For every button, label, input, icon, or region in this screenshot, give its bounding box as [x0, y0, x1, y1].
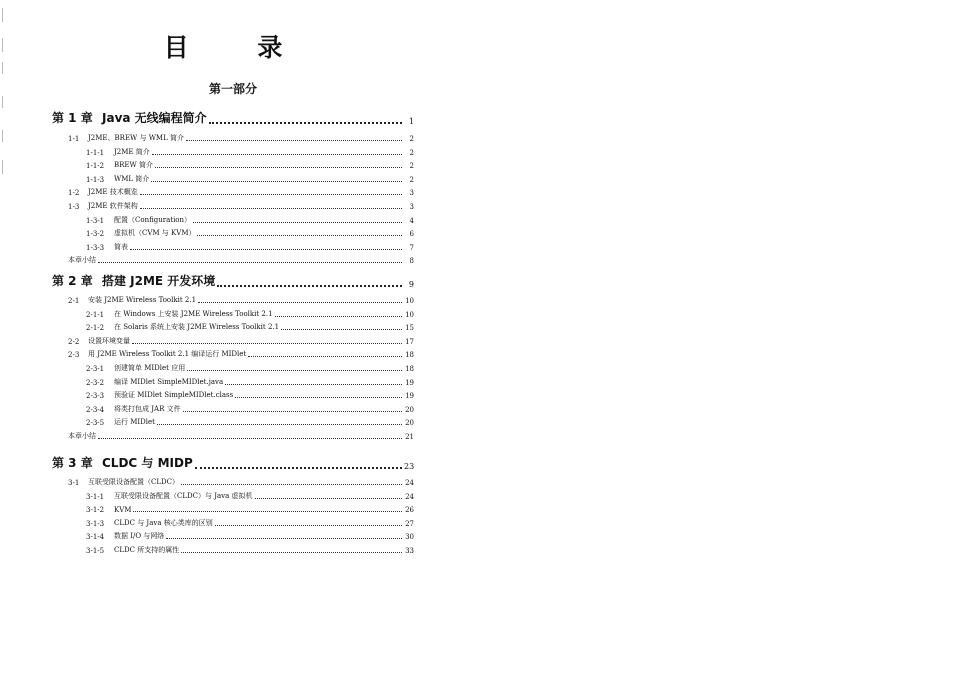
dot-leader [225, 384, 402, 385]
page-number: 1 [408, 117, 414, 126]
page-number: 18 [405, 351, 414, 360]
dot-leader [215, 525, 402, 526]
page-number: 20 [405, 419, 414, 428]
dot-leader [197, 235, 402, 236]
page-number: 27 [405, 519, 414, 528]
section-entry[interactable] [86, 545, 414, 555]
scan-margin-mark [2, 96, 3, 108]
section-number: 1-3-3 [86, 243, 105, 252]
dot-leader [255, 498, 402, 499]
section-title: BREW 简介 [114, 161, 153, 170]
page-number: 26 [405, 506, 414, 515]
section-entry[interactable] [86, 363, 414, 373]
section-number: 2-3-2 [86, 378, 105, 387]
dot-leader [140, 208, 402, 209]
section-title: 虚拟机（CVM 与 KVM） [114, 229, 196, 238]
section-title: J2ME 技术概览 [88, 188, 138, 197]
section-entry[interactable] [86, 174, 414, 184]
section-entry[interactable] [86, 417, 414, 427]
section-entry[interactable] [86, 160, 414, 170]
chapter-number: 第 1 章 [52, 111, 93, 125]
section-title: 本章小结 [68, 256, 96, 265]
dot-leader [187, 370, 402, 371]
page-number: 19 [405, 392, 414, 401]
dot-leader [152, 154, 402, 155]
section-entry[interactable] [86, 242, 414, 252]
page-number: 24 [405, 492, 414, 501]
section-number: 3-1-2 [86, 506, 105, 515]
page-number: 19 [405, 378, 414, 387]
section-title: 安装 J2ME Wireless Toolkit 2.1 [88, 296, 197, 304]
page-number: 21 [405, 433, 414, 441]
section-entry[interactable] [68, 255, 414, 265]
page-number: 3 [409, 189, 414, 198]
page-number: 2 [409, 162, 414, 171]
section-number: 2-3-5 [86, 419, 105, 428]
section-entry[interactable] [86, 309, 414, 319]
dot-leader [98, 438, 402, 439]
section-number: 3-1 [68, 479, 80, 487]
section-entry[interactable] [68, 187, 414, 197]
page-title: 目 录 [163, 33, 313, 62]
section-number: 2-3-1 [86, 365, 105, 373]
section-title: 数据 I/O 与网络 [114, 532, 165, 541]
section-entry[interactable] [86, 531, 414, 541]
page-number: 8 [409, 257, 414, 266]
section-entry[interactable] [86, 518, 414, 528]
page-number: 23 [404, 462, 415, 471]
page-number: 7 [409, 243, 414, 252]
page-number: 20 [405, 405, 414, 414]
dot-leader [130, 249, 402, 250]
dot-leader [193, 222, 402, 223]
section-title: 在 Solaris 系统上安装 J2ME Wireless Toolkit 2.1 [114, 323, 280, 332]
section-number: 2-1-1 [86, 310, 105, 319]
page-number: 10 [405, 310, 414, 319]
chapter-title: Java 无线编程简介 [102, 111, 207, 125]
part-heading: 第一部分 [208, 82, 257, 96]
section-number: 2-2 [68, 337, 80, 346]
dot-leader [281, 329, 402, 330]
section-number: 2-3 [68, 351, 80, 360]
dot-leader [209, 122, 402, 124]
dot-leader [132, 343, 402, 344]
dot-leader [248, 356, 402, 357]
scan-margin-mark [2, 130, 3, 142]
page-number: 15 [405, 324, 414, 333]
chapter-number: 第 2 章 [52, 274, 93, 288]
section-title: 创建简单 MIDlet 应用 [114, 364, 186, 372]
dot-leader [186, 140, 402, 141]
section-title: 编译 MIDlet SimpleMIDlet.java [114, 377, 224, 386]
dot-leader [235, 397, 402, 398]
page-number: 33 [405, 547, 414, 555]
section-number: 1-3-1 [86, 216, 105, 225]
section-title: 将类打包成 JAR 文件 [114, 404, 181, 413]
page-number: 9 [408, 280, 414, 289]
section-entry[interactable] [86, 228, 414, 238]
chapter-number: 第 3 章 [52, 456, 93, 470]
section-number: 3-1-3 [86, 519, 105, 528]
section-entry[interactable] [86, 215, 414, 225]
page-number: 30 [405, 533, 414, 542]
section-number: 1-1-3 [86, 175, 105, 184]
section-number: 2-3-4 [86, 405, 105, 414]
dot-leader [217, 285, 402, 287]
toc-page [52, 0, 414, 694]
section-number: 1-2 [68, 189, 80, 198]
section-entry[interactable] [68, 349, 414, 359]
section-number: 3-1-1 [86, 492, 105, 501]
chapter-title: CLDC 与 MIDP [102, 456, 193, 470]
section-title: J2ME 简介 [114, 147, 150, 156]
section-title: 设置环境变量 [88, 336, 130, 345]
chapter-entry[interactable] [52, 110, 414, 126]
section-number: 2-3-3 [86, 392, 105, 401]
section-entry[interactable] [86, 504, 414, 514]
section-number: 2-1-2 [86, 324, 105, 333]
section-title: 运行 MIDlet [114, 418, 155, 427]
page-number: 6 [409, 230, 414, 239]
chapter-entry[interactable] [52, 273, 414, 289]
dot-leader [181, 552, 402, 553]
section-number: 1-3 [68, 203, 80, 211]
section-number: 1-1-2 [86, 162, 105, 171]
section-title: J2ME、BREW 与 WML 简介 [88, 134, 184, 142]
section-title: 互联受限设备配置（CLDC）与 Java 虚拟机 [114, 491, 253, 500]
section-title: CLDC 所支持的属性 [114, 546, 180, 554]
section-number: 1-3-2 [86, 230, 105, 239]
section-entry[interactable] [86, 147, 414, 157]
dot-leader [198, 302, 402, 303]
page-number: 10 [405, 297, 414, 305]
page-number: 2 [409, 148, 414, 157]
scan-margin-mark [2, 38, 3, 52]
section-title: WML 简介 [114, 174, 150, 183]
section-entry[interactable] [68, 295, 414, 305]
section-title: J2ME 软件架构 [88, 202, 138, 210]
section-entry[interactable] [68, 133, 414, 143]
section-title: 简表 [114, 242, 128, 251]
section-number: 1-1-1 [86, 148, 105, 157]
section-entry[interactable] [68, 477, 414, 487]
section-number: 1-1 [68, 135, 80, 143]
section-title: 配置（Configuration） [114, 215, 192, 224]
chapter-entry[interactable] [52, 455, 414, 471]
section-entry[interactable] [86, 491, 414, 501]
section-entry[interactable] [86, 377, 414, 387]
dot-leader [183, 411, 402, 412]
page-number: 2 [409, 135, 414, 143]
dot-leader [166, 538, 402, 539]
scan-margin-mark [2, 160, 3, 174]
section-title: 互联受限设备配置（CLDC） [88, 478, 179, 486]
section-title: 在 Windows 上安装 J2ME Wireless Toolkit 2.1 [114, 309, 273, 318]
dot-leader [157, 424, 402, 425]
dot-leader [195, 467, 402, 469]
section-number: 3-1-4 [86, 533, 105, 542]
section-title: CLDC 与 Java 核心类库的区别 [114, 518, 213, 527]
dot-leader [181, 484, 402, 485]
page-number: 17 [405, 337, 414, 346]
page-number: 18 [405, 365, 414, 373]
page-number: 24 [405, 479, 414, 487]
dot-leader [140, 194, 402, 195]
dot-leader [275, 316, 402, 317]
scan-margin-mark [2, 62, 3, 74]
section-number: 3-1-5 [86, 547, 105, 555]
dot-leader [133, 511, 402, 512]
page-number: 2 [409, 175, 414, 184]
dot-leader [151, 181, 402, 182]
section-entry[interactable] [86, 322, 414, 332]
scan-margin-mark [2, 8, 3, 22]
section-number: 2-1 [68, 297, 80, 305]
page-number: 4 [409, 216, 414, 225]
section-title: 本章小结 [68, 432, 96, 440]
section-entry[interactable] [86, 404, 414, 414]
section-title: 用 J2ME Wireless Toolkit 2.1 编译运行 MIDlet [88, 350, 247, 359]
section-title: 预验证 MIDlet SimpleMIDlet.class [114, 391, 234, 400]
dot-leader [98, 262, 402, 263]
section-entry[interactable] [68, 431, 414, 441]
section-entry[interactable] [68, 201, 414, 211]
dot-leader [155, 167, 402, 168]
page-number: 3 [409, 203, 414, 211]
section-title: KVM [114, 506, 132, 515]
section-entry[interactable] [86, 390, 414, 400]
chapter-title: 搭建 J2ME 开发环境 [102, 274, 216, 288]
section-entry[interactable] [68, 336, 414, 346]
